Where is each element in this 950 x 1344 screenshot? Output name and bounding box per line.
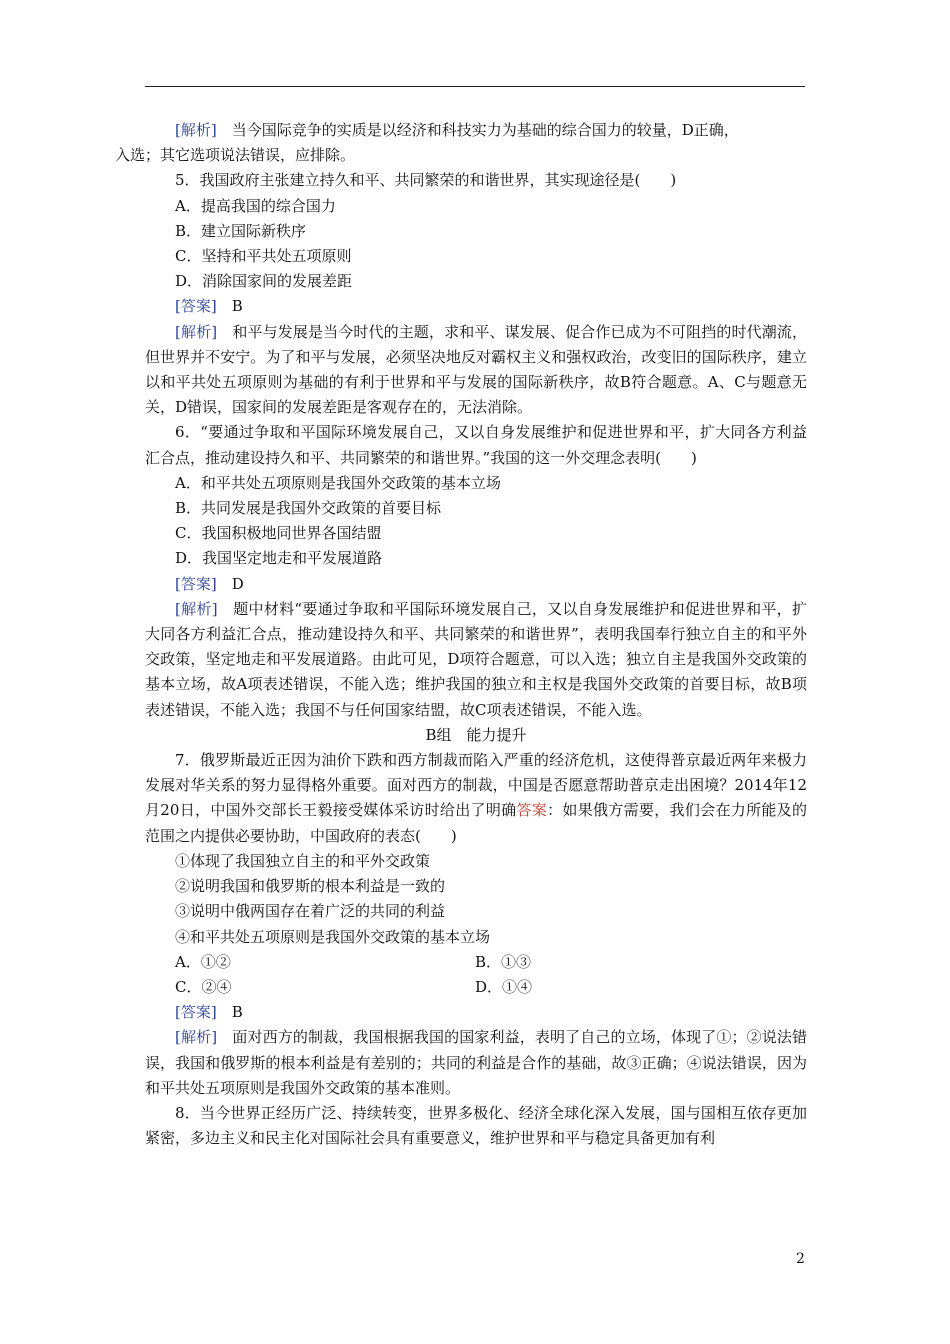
answer-7: [答案] B [175, 1003, 243, 1022]
option-5d: D．消除国家间的发展差距 [175, 272, 353, 291]
statement-7-2: ②说明我国和俄罗斯的根本利益是一致的 [175, 877, 446, 896]
document-body [115, 118, 807, 1151]
answer-tag: [答案] [175, 297, 217, 316]
question-6: 6．“要通过争取和平国际环境发展自己，又以自身发展维护和促进世界和平，扩大同各方利益汇合点，推动建设持久和平、共同繁荣的和谐世界。”我国的这一外交理念表明( ) [145, 423, 807, 467]
analysis-tag: [解析] [175, 322, 218, 341]
statement-7-4: ④和平共处五项原则是我国外交政策的基本立场 [175, 927, 491, 946]
options-7-row-2 [145, 975, 807, 1000]
highlighted-answer-word: 答案 [516, 801, 548, 820]
analysis-paragraph-4: [解析] 当今国际竞争的实质是以经济和科技实力为基础的综合国力的较量，D正确， 入选；其它选项说法错误，应排除。 [115, 121, 739, 165]
header-rule [145, 86, 805, 87]
option-5c: C．坚持和平共处五项原则 [175, 247, 352, 266]
answer-6: [答案] D [175, 574, 244, 593]
answer-5: [答案] B [175, 297, 243, 316]
option-5b: B．建立国际新秩序 [175, 221, 307, 240]
option-5a: A．提高我国的综合国力 [175, 196, 336, 215]
option-6b: B．共同发展是我国外交政策的首要目标 [175, 499, 442, 518]
option-7b: B．①③ [475, 952, 532, 971]
question-5: 5．我国政府主张建立持久和平、共同繁荣的和谐世界，其实现途径是( ) [175, 171, 677, 190]
option-7a: A．①② [175, 952, 231, 971]
analysis-tag: [解析] [175, 599, 218, 618]
section-heading-group-b: B组 能力提升 [425, 725, 527, 744]
statement-7-3: ③说明中俄两国存在着广泛的共同的利益 [175, 902, 446, 921]
analysis-tag: [解析] [175, 121, 217, 139]
answer-tag: [答案] [175, 574, 217, 593]
analysis-5: [解析] 和平与发展是当今时代的主题，求和平、谋发展、促合作已成为不可阻挡的时代潮流，但世界并不安宁。为了和平与发展，必须坚决地反对霸权主义和强权政治，改变旧的国际秩序，建立以和平共处五项原则为基础的有利于世界和平与发展的国际新秩序，故B符合题意。A、C与题意无关，D错误，国家间的发展差距是客观存在的，无法消除。 [145, 322, 807, 417]
analysis-7: [解析] 面对西方的制裁，我国根据我国的国家利益，表明了自己的立场，体现了①；②说法错误，我国和俄罗斯的根本利益是有差别的；共同的利益是合作的基础，故③正确；④说法错误，因为和平共处五项原则是我国外交政策的基本准则。 [145, 1028, 807, 1097]
analysis-6: [解析] 题中材料“要通过争取和平国际环境发展自己，又以自身发展维护和促进世界和平，扩大同各方利益汇合点，推动建设持久和平、共同繁荣的和谐世界”，表明我国奉行独立自主的和平外交政策，坚定地走和平发展道路。由此可见，D项符合题意，可以入选；独立自主是我国外交政策的基本立场，故A项表述错误，不能入选；维护我国的独立和主权是我国外交政策的首要目标，故B项表述错误，不能入选；我国不与任何国家结盟，故C项表述错误，不能入选。 [145, 599, 807, 719]
option-7d: D．①④ [475, 977, 533, 996]
option-6d: D．我国坚定地走和平发展道路 [175, 549, 383, 568]
analysis-tag: [解析] [175, 1028, 218, 1047]
option-6c: C．我国积极地同世界各国结盟 [175, 524, 382, 543]
question-7: 7．俄罗斯最近正因为油价下跌和西方制裁而陷入严重的经济危机，这使得普京最近两年来极力发展对华关系的努力显得格外重要。面对西方的制裁，中国是否愿意帮助普京走出困境？2014年12月20日，中国外交部长王毅接受媒体采访时给出了明确答案：如果俄方需要，我们会在力所能及的范围之内提供必要协助，中国政府的表态( ) [145, 751, 807, 845]
options-7-row-1 [145, 950, 807, 975]
answer-tag: [答案] [175, 1003, 217, 1022]
page-number: 2 [796, 1251, 805, 1267]
option-7c: C．②④ [175, 977, 232, 996]
statement-7-1: ①体现了我国独立自主的和平外交政策 [175, 851, 431, 870]
question-8: 8．当今世界正经历广泛、持续转变，世界多极化、经济全球化深入发展，国与国相互依存更加紧密，多边主义和民主化对国际社会具有重要意义，维护世界和平与稳定具备更加有利 [145, 1103, 807, 1148]
option-6a: A．和平共处五项原则是我国外交政策的基本立场 [175, 473, 501, 492]
